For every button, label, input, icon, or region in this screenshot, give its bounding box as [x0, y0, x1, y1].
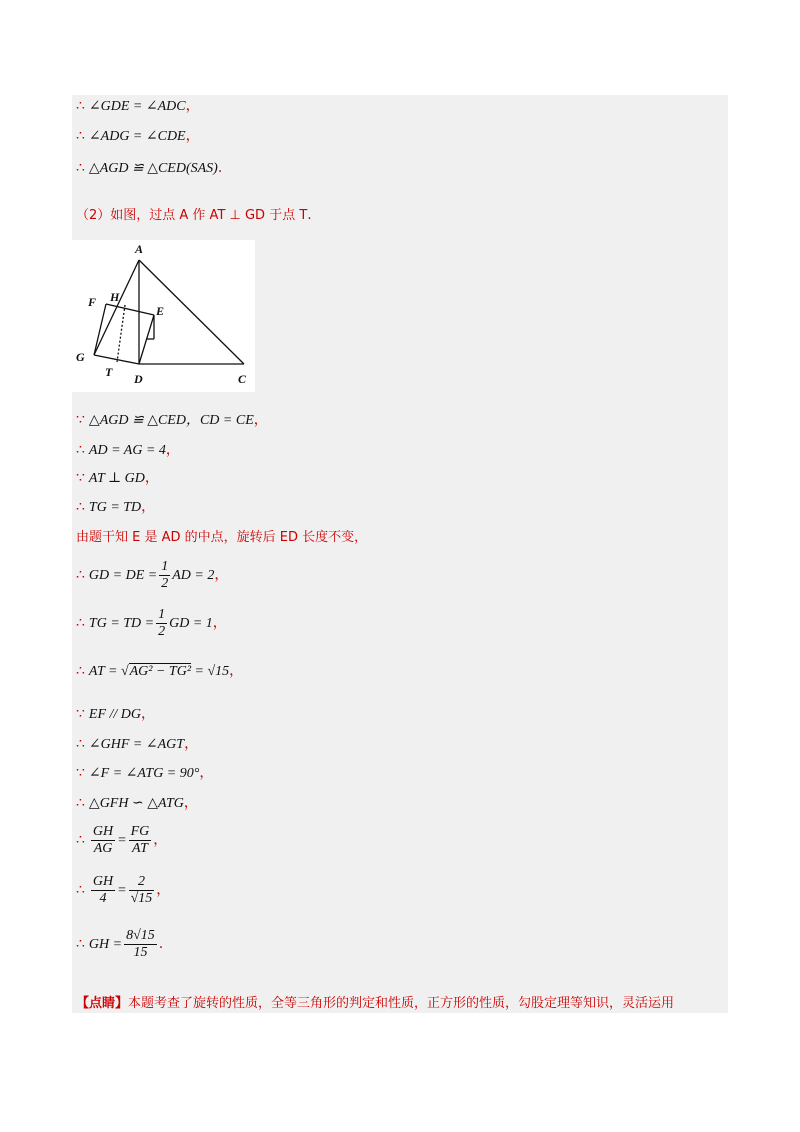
step-right-angles [76, 763, 213, 784]
solution-panel [72, 95, 728, 1013]
math-expression: △AGD ≌ △CED(SAS) [88, 161, 218, 176]
label-d: D [134, 372, 143, 386]
segment-gd [94, 355, 139, 364]
label-h: H [110, 290, 120, 304]
math-expression: AD = 2 [172, 568, 215, 583]
fraction-half [156, 607, 167, 640]
fraction-numerator: 8√15 [126, 928, 155, 944]
step-given-congruent [76, 410, 268, 431]
step-ef-parallel-dg [76, 704, 155, 725]
therefore-symbol: ∴ [76, 442, 85, 458]
step-tg-td-value [76, 606, 227, 641]
step-midpoint-note [76, 528, 367, 548]
label-e: E [156, 304, 165, 318]
math-expression: TG = TD [88, 500, 142, 515]
fraction-denominator: AG [93, 841, 113, 857]
key-point-body: 本题考查了旋转的性质，全等三角形的判定和性质，正方形的性质，勾股定理等知识，灵活运用 [128, 996, 675, 1011]
fraction-gh-ag [91, 824, 115, 857]
because-symbol: ∵ [76, 765, 85, 781]
therefore-symbol: ∴ [76, 128, 85, 144]
math-expression: GH = [88, 937, 123, 952]
comma: ， [144, 470, 159, 486]
comma: ， [183, 795, 198, 811]
fraction-fg-at [129, 824, 152, 857]
therefore-symbol: ∴ [76, 663, 85, 679]
math-expression: = √15 [194, 664, 230, 679]
math-expression: GD = 1 [169, 616, 213, 631]
comma: ， [141, 499, 156, 515]
fraction-result [124, 928, 157, 961]
step-tg-td [76, 497, 155, 518]
math-expression: △GFH ∽ △ATG [88, 796, 184, 811]
because-symbol: ∵ [76, 470, 85, 486]
midpoint-text: 由题干知 E 是 AD 的中点，旋转后 ED 长度不变， [76, 530, 368, 545]
label-c: C [238, 372, 247, 386]
label-g: G [76, 350, 85, 364]
step-at-value: ∴ AT = √AG² − TG² = √15， [76, 663, 244, 679]
comma: ， [184, 736, 199, 752]
comma: ， [141, 706, 156, 722]
comma: ， [214, 567, 229, 583]
fraction-numerator: 2 [129, 874, 155, 891]
comma: ， [212, 615, 227, 631]
step-gd-de [76, 558, 228, 593]
fraction-numerator: 1 [158, 607, 166, 623]
segment-ac [139, 260, 244, 364]
therefore-symbol: ∴ [76, 882, 85, 898]
therefore-symbol: ∴ [76, 832, 85, 848]
math-expression: △AGD ≌ △CED，CD = CE [88, 413, 254, 428]
segment-ag [94, 260, 139, 355]
segment-at-dashed [117, 305, 125, 362]
step-angle-gde-adc [76, 96, 200, 117]
comma: ， [253, 412, 268, 428]
math-expression: AD = AG = 4 [88, 443, 166, 458]
math-expression: ∠F = ∠ATG = 90° [88, 766, 200, 781]
segment-gf [94, 304, 106, 355]
because-symbol: ∵ [76, 412, 85, 428]
label-a: A [135, 242, 144, 256]
geometry-figure [72, 240, 255, 392]
period: . [217, 160, 223, 176]
fraction-denominator: 15 [133, 945, 148, 961]
comma: ， [199, 765, 214, 781]
therefore-symbol: ∴ [76, 98, 85, 114]
fraction-gh-4 [91, 874, 115, 907]
math-expression: ∠GDE = ∠ADC [88, 99, 186, 114]
fraction-numerator: FG [130, 824, 150, 840]
step-at-perp-gd [76, 468, 159, 489]
equals-sign: = [117, 833, 127, 848]
math-expression: AT ⊥ GD [88, 471, 145, 486]
fraction-denominator: AT [132, 841, 148, 857]
math-expression: EF // DG [88, 707, 142, 722]
therefore-symbol: ∴ [76, 936, 85, 952]
math-expression: ∠ADG = ∠CDE [88, 129, 186, 144]
math-expression: GD = DE = [88, 568, 158, 583]
comma: ， [153, 832, 168, 848]
fraction-2-root15 [129, 874, 155, 907]
step-ratio [76, 822, 167, 859]
equals-sign: = [117, 883, 127, 898]
radicand: AG² − TG² [129, 664, 192, 679]
comma: ， [229, 663, 244, 679]
fraction-numerator: GH [92, 824, 114, 840]
label-t: T [105, 365, 113, 379]
step-ad-ag [76, 440, 180, 461]
key-point-tag: 【点睛】 [76, 996, 129, 1011]
therefore-symbol: ∴ [76, 160, 85, 176]
fraction-denominator: 2 [161, 576, 169, 592]
math-expression: AT = [88, 664, 118, 679]
label-f: F [88, 295, 97, 309]
fraction-denominator: 2 [158, 624, 166, 640]
step-angle-ghf-agt [76, 734, 198, 755]
fraction-denominator: 4 [99, 891, 107, 907]
step-angle-adg-cde [76, 126, 200, 147]
because-symbol: ∵ [76, 706, 85, 722]
comma: ， [185, 98, 200, 114]
step-ratio-values [76, 872, 170, 909]
comma: ， [165, 442, 180, 458]
step-congruent-sas [76, 158, 222, 179]
therefore-symbol: ∴ [76, 499, 85, 515]
fraction-half [159, 559, 170, 592]
therefore-symbol: ∴ [76, 795, 85, 811]
comma: ， [156, 882, 171, 898]
part-2-text: （2）如图，过点 A 作 AT ⊥ GD 于点 T [76, 208, 308, 223]
period: . [307, 207, 312, 223]
part-2-heading [76, 205, 312, 226]
key-point-note [76, 992, 674, 1011]
step-similar-triangles [76, 793, 198, 814]
step-gh-result [76, 926, 163, 963]
fraction-numerator: GH [92, 874, 114, 890]
period: . [158, 936, 164, 952]
fraction-denominator: √15 [130, 891, 153, 907]
fraction-numerator: 1 [161, 559, 169, 575]
therefore-symbol: ∴ [76, 567, 85, 583]
comma: ， [185, 128, 200, 144]
therefore-symbol: ∴ [76, 736, 85, 752]
math-expression: TG = TD = [88, 616, 155, 631]
math-expression: ∠GHF = ∠AGT [88, 737, 185, 752]
geometry-diagram [72, 240, 255, 392]
therefore-symbol: ∴ [76, 615, 85, 631]
